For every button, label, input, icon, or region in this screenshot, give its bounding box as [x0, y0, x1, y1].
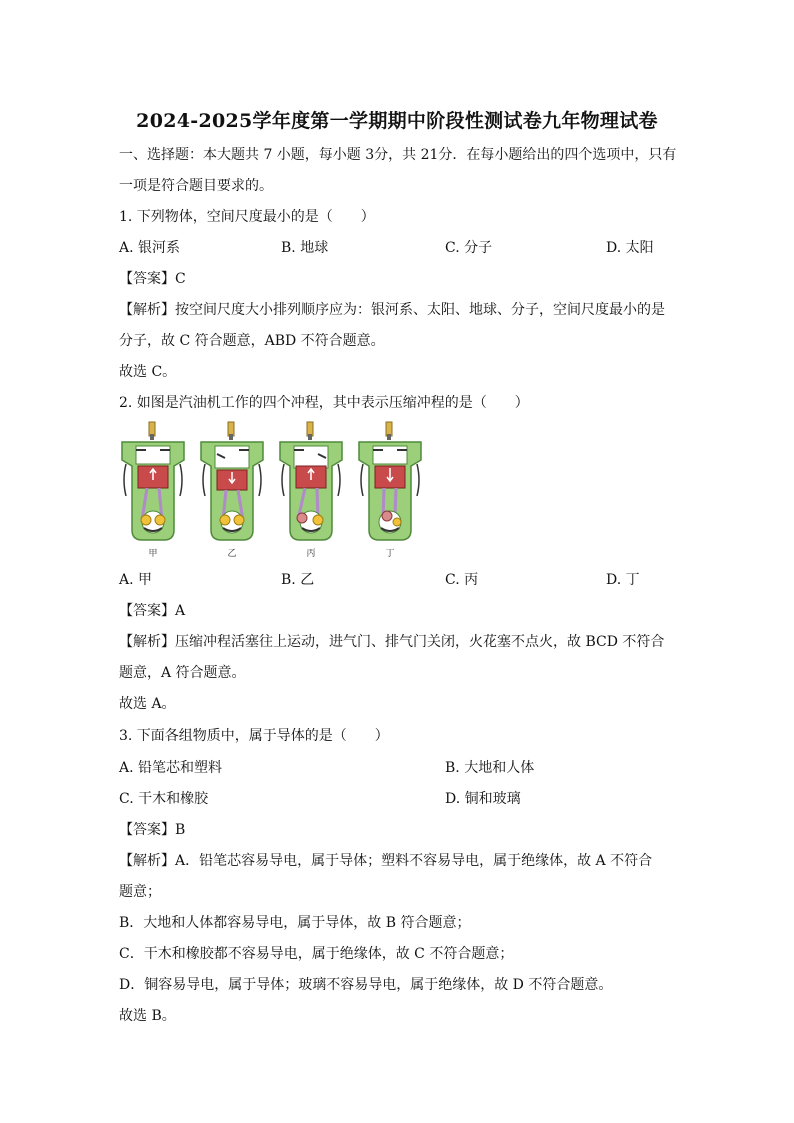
q1-analysis-line2: 分子，故 C 符合题意，ABD 不符合题意。 [119, 333, 385, 349]
q1-option-d: D. 太阳 [606, 240, 654, 256]
engine-strokes-figure [116, 420, 446, 562]
engine-diagram-ding [353, 420, 427, 562]
q2-option-b: B. 乙 [281, 572, 315, 588]
q3-answer: 【答案】B [119, 822, 186, 838]
q2-analysis-line1: 【解析】压缩冲程活塞往上运动，进气门、排气门关闭，火花塞不点火，故 BCD 不符合 [119, 634, 665, 650]
engine-label-ding: 丁 [385, 549, 395, 559]
q3-stem: 3. 下面各组物质中，属于导体的是（ ） [119, 728, 389, 744]
q3-analysis-line3: B．大地和人体都容易导电，属于导体，故 B 符合题意； [119, 915, 471, 931]
q1-stem: 1. 下列物体，空间尺度最小的是（ ） [119, 209, 375, 225]
q1-option-c: C. 分子 [445, 240, 493, 256]
q1-option-a: A. 银河系 [119, 240, 181, 256]
engine-label-yi: 乙 [227, 549, 237, 559]
q2-stem: 2. 如图是汽油机工作的四个冲程，其中表示压缩冲程的是（ ） [119, 395, 529, 411]
engine-diagram-yi [195, 420, 269, 562]
q2-option-a: A. 甲 [119, 572, 153, 588]
section-heading-line1: 一、选择题：本大题共 7 小题，每小题 3分，共 21分．在每小题给出的四个选项中，只有 [119, 147, 677, 163]
q3-choose: 故选 B。 [119, 1008, 176, 1024]
q3-option-b: B. 大地和人体 [445, 760, 535, 776]
q3-option-c: C. 干木和橡胶 [119, 791, 209, 807]
q3-option-d: D. 铜和玻璃 [445, 791, 521, 807]
q3-option-a: A. 铅笔芯和塑料 [119, 760, 223, 776]
engine-label-bing: 丙 [306, 549, 316, 559]
q3-analysis-line2: 题意； [119, 884, 161, 900]
q2-option-d: D. 丁 [606, 572, 640, 588]
q1-option-b: B. 地球 [281, 240, 329, 256]
q3-analysis-line5: D．铜容易导电，属于导体；玻璃不容易导电，属于绝缘体，故 D 不符合题意。 [119, 977, 613, 993]
q3-analysis-line4: C．干木和橡胶都不容易导电，属于绝缘体，故 C 不符合题意； [119, 946, 514, 962]
q2-answer: 【答案】A [119, 603, 186, 619]
engine-diagram-jia [116, 420, 190, 562]
q1-analysis-line1: 【解析】按空间尺度大小排列顺序应为：银河系、太阳、地球、分子，空间尺度最小的是 [119, 302, 665, 318]
q1-choose: 故选 C。 [119, 364, 177, 380]
engine-label-jia: 甲 [148, 549, 158, 559]
q1-answer: 【答案】C [119, 271, 186, 287]
q3-analysis-line1: 【解析】A．铅笔芯容易导电，属于导体；塑料不容易导电，属于绝缘体，故 A 不符合 [119, 853, 653, 869]
q2-analysis-line2: 题意，A 符合题意。 [119, 665, 246, 681]
q2-option-c: C. 丙 [445, 572, 479, 588]
q2-choose: 故选 A。 [119, 696, 176, 712]
page-title: 2024-2025学年度第一学期期中阶段性测试卷九年物理试卷 [136, 110, 658, 132]
section-heading-line2: 一项是符合题目要求的。 [119, 178, 273, 194]
engine-diagram-bing [274, 420, 348, 562]
